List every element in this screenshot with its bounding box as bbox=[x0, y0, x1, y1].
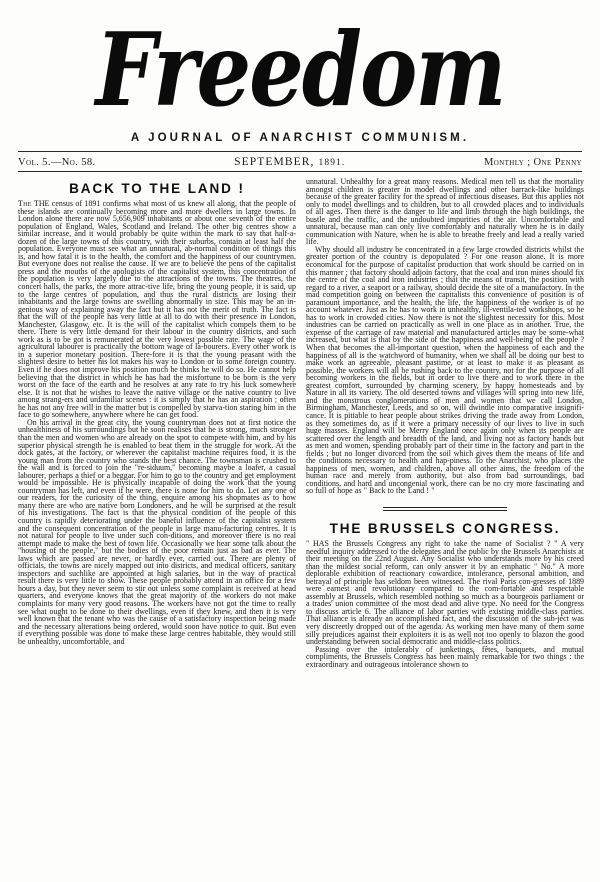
masthead bbox=[0, 0, 600, 144]
issue-line bbox=[18, 156, 582, 168]
masthead-rule bbox=[18, 151, 582, 152]
paragraph: " HAS the Brussels Congress any right to take the name of Socialist ? " A very needful inquiry addressed to the delegates and the public by the Brussels Anarchists at their meeting on the 22nd August. Any Socialist who understands more by his creed than the mildest social reform, can only answer it by an emphatic " No." A more deplorable exhibition of reactionary cowardice, intolerance, personal ambition, and betrayal of principle has seldom been witnessed. The rival Paris con-gresses of 1889 were earnest and revolutionary compared to the com-fortable and respectable assembly at Brussels, which resembled nothing so much as a bourgeois parliament or a trades' union committee of the most dead and alive type. No need for the Congress to discuss article 6. The alliance of labor parties with existing middle-class parties. That alliance is already an accomplished fact, and the discussion of the sub-ject was very discreetly dropped out of the agenda. As working men have many of them some silly prejudices against their exploiters it is as well not too openly to blazon the good understanding between social democratic and middle-class politics. bbox=[306, 538, 584, 647]
paragraph: unnatural. Unhealthy for a great many reasons. Medical men tell us that the mortality amongst children is greater in model dwellings and other barrack-like buildings because of the greater facility for the spread of infectious diseases. But this applies not only to model dwellings and to children, but to all crowded places and to individuals of all ages. Then there is the danger to life and limb through the high buildings, the bustle and the traffic, and the undoubted impurities of the air. Uncomfortable and unnatural, because man can only live comfortably and naturally when he is in daily communication with Nature, when he is able to breathe freely and lead a really varied life. bbox=[306, 177, 584, 247]
masthead-title: Freedom bbox=[95, 10, 505, 130]
section-divider bbox=[383, 507, 507, 511]
issue-price: Monthly ; One Penny bbox=[483, 157, 582, 168]
issue-date: SEPTEMBER, 1891. bbox=[234, 156, 346, 168]
right-column bbox=[306, 178, 584, 668]
article-headline-back-to-the-land: BACK TO THE LAND ! bbox=[69, 181, 245, 196]
column-container bbox=[18, 178, 582, 668]
paragraph: The THE census of 1891 confirms what most of us knew all along, that the people of these islands are continually becoming more and more dwellers in large towns. In London alone there are now 5,656,909 inhabitants or about one seventh of the entire population of England, Wales, Scotland and Ireland. The other big centres show a similar increase, and it would probably be quite within the mark to say that half-a-dozen of the large towns of this country, with their suburbs, contain at least half the population. Everyone must see what an unnatural, ab-normal condition of things this is, and how fatal it is to the health, the comfort and the happiness of our countrymen. But everyone does not realise the cause. If we are to believe the pens of the capitalist press and the mouths of the apologists of the capitalist system, this concentration of the population is very largely due to the attractions of the towns. The theatres, the concert halls, the parks, the more attrac-tive life, bring the young people, it is said, up to the large centres of population, and thus the rural districts are losing their inhabitants and the large towns are swelling abnormally in size. This may be an in-genious way of explaining away the fact but it has not the merit of truth. The fact is that the will of the people has very little at all to do with their presence in London, Manchester, Glasgow, etc. It is the will of the capitalist which compels them to be there. There is very little demand for their labour in the country districts, and such work as is to be got is remunerated at the very lowest possible rate. The wage of the agricultural labourer is practically the bottom wage of la-bourers. Every other work is in a superior monetary position. There-fore it is that the young peasant with the slightest desire to better his lot makes his way to London or to some foreign country. Even if he does not improve his position much he thinks he will do so. He cannot help believing that the district in which he has had the misfortune to be born is the very worst on the face of the earth and he resolves at any rate to try his luck somewhere else. It is not that he wishes to leave the native village or the native country to live among strang-ers and unfamiliar scenes : it is simply that he has an aspiration ; often he has not any free will in the matter but is compelled by starva-tion staring him in the face to go somewhere, anywhere where he can get food. bbox=[18, 199, 296, 420]
paragraph: On his arrival in the great city, the young countryman does not at first notice the unhealthiness of his surroundings but he soon realises that he is strong, much stronger than the men and women who are already on the spot to compete with him, and by his superior physical strength he is enabled to beat them in the struggle for work. At the dock gates, at the factory, or wherever the capitalist machine requires food, it is the young man from the country who stands the best chance. The townsman is crushed to the wall and is forced to join the "re-siduum," becoming maybe a loafer, a casual labourer, perhaps a thief or a beggar. For him to go to the country and get employment would be impossible. He is physically incapable of doing the work that the young countryman has left, and even if he were, there is none for him to do. Let any one of our readers, for the curiosity of the thing, enquire among his shopmates as to how many there are who are native born Londoners, and he will be surprised at the result of his investigations. The fact is that the physical condition of the people of this country is rapidly deteriorating under the baneful influence of the capitalist system and the consequent concentration of the people in large manu-facturing centres. It is not natural for people to live under such con-ditions, and moreover there is no real attempt made to make the best of town life. Occasionally we hear some talk about the "housing of the people," but the bodies of the poor remain just as bad as ever. The laws which are passed are never, or hardly ever, carried out. There are plenty of officials, the towns are nicely mapped out into districts, and medical officers, sanitary inspectors and suchlike are appointed at high salaries, but in the way of practical result there is very little to show. These people probably attend in an office for a few hours a day, but they never seem to stir out unless some complaint is received at head quarters, and everyone knows that the great majority of the workers do not make complaints for many very good reasons. The workers have not got the time to really see what ought to be done to their dwellings, even if they knew, and then it is very well known that the tenant who was the cause of a satisfactory inspection being made and the necessary alterations being ordered, would soon have notice to quit. But even if everything possible was done to make these large centres habitable, they would still be unhealthy, uncomfortable, and bbox=[18, 417, 296, 646]
issue-rule bbox=[18, 171, 582, 172]
paragraph: Why should all industry be concentrated in a few large crowded districts whilst the greater portion of the country is depopulated ? For one reason alone. It is more economical for the purpose of capitalist production that work should be carried on in this manner ; that factory should adjoin factory, that the coal and iron mines should fix the centre of the coal and iron industries ; that the means of transit, the position with regard to a river, a seaport or a railway, should decide the site of a manufactory. In the mad competition going on between the capitalists this convenience of position is of paramount importance, and the health, the life, the happiness of the worker is of no account whatever. Just as he has to work in unhealthy, ill-ventila-ted workshops, so he has to work in crowded cities. Now there is not the slightest necessity for this. Most industries can be carried on practically as well in one place as in another. True, the expense of the carriage of raw material and manufactured articles may be some-what increased, but what is that by the side of the happiness and well-being of the people ? When that becomes the all-important question, when the happiness of each and the happiness of all is the watchword of humanity, when we shall all be doing our best to make work an agreeable, pleasant pastime, or at least to make it as pleasant as possible, the workers will all be rushing back to the country, not for the purpose of all becoming workers in the fields, but in order to live there and to work there in the greatest comfort, surrounded by charming scenery, by happy homesteads and by Nature in all its variety. The old deserted towns and villages will spring into new life, and the monstrous conglomerations of men and women that we call London, Birmingham, Manchester, Leeds, and so on, will dwindle into comparative insignifi-cance. It is pitiable to hear people about strikes driving the trade away from London, as they sometimes do, as if it were a primary necessity of our lives to live in such huge masses. England will be Merry England once again only when its people are scattered over the length and breadth of the land, and living not as factory hands but as men and women, spending probably part of their time in the factory and part in the fields ; but no longer divorced from the soil which gives them the means of life and the conditions necessary to health and hap-piness. To the Anarchist, who places the happiness of men, women, and children, above all other aims, the freedom of the human race and merely from authority, but also from bad surroundings, bad conditions, and hard and uncongenial work, there can be no cry more fascinating and so full of hope as " Back to the Land ! " bbox=[306, 244, 584, 496]
left-column bbox=[18, 178, 296, 645]
paragraph: Passing over the intolerably of junketings, fêtes, banquets, and mutual compliments, the Brussels Congress has been mainly remarkable for two things : the extraordinary and outrageous intolerance shown to bbox=[306, 644, 584, 669]
masthead-subtitle: A JOURNAL OF ANARCHIST COMMUNISM. bbox=[130, 132, 470, 144]
article-headline-brussels-congress: THE BRUSSELS CONGRESS. bbox=[329, 520, 561, 536]
issue-volume: Vol. 5.—No. 58. bbox=[18, 157, 96, 168]
paragraph-opening-smallcaps: The bbox=[18, 199, 32, 208]
